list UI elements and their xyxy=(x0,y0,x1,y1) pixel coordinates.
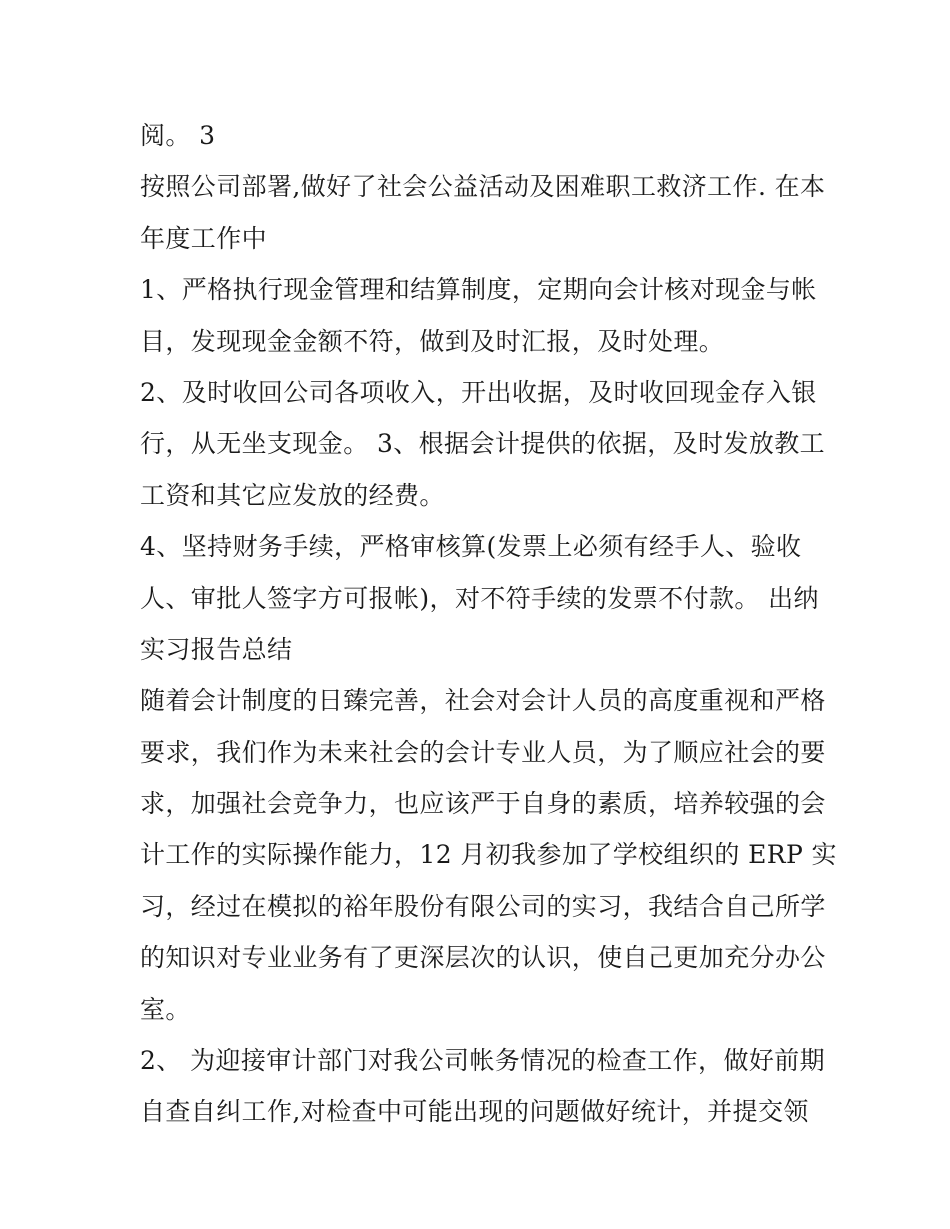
text-line: 的知识对专业业务有了更深层次的认识，使自己更加充分办公 xyxy=(140,943,826,973)
section-heading: 实习报告总结 xyxy=(140,634,293,664)
text-line: 自查自纠工作,对检查中可能出现的问题做好统计，并提交领 xyxy=(140,1097,809,1127)
text-line: 室。 xyxy=(140,994,191,1024)
text-line: 人、审批人签字方可报帐)，对不符手续的发票不付款。 出纳 xyxy=(140,583,819,613)
text-line: 2、 为迎接审计部门对我公司帐务情况的检查工作，做好前期 xyxy=(140,1046,826,1076)
text-line: 4、坚持财务手续，严格审核算(发票上必须有经手人、验收 xyxy=(140,532,802,562)
text-line: 年度工作中 xyxy=(140,223,268,253)
body-text xyxy=(140,110,837,1138)
text-line: 1、严格执行现金管理和结算制度，定期向会计核对现金与帐 xyxy=(140,275,817,305)
text-line: 计工作的实际操作能力，12 月初我参加了学校组织的 ERP 实 xyxy=(140,840,837,870)
text-line: 求，加强社会竞争力，也应该严于自身的素质，培养较强的会 xyxy=(140,789,826,819)
text-line: 行，从无坐支现金。 3、根据会计提供的依据，及时发放教工 xyxy=(140,429,826,459)
text-line: 要求，我们作为未来社会的会计专业人员，为了顺应社会的要 xyxy=(140,737,826,767)
text-line: 按照公司部署,做好了社会公益活动及困难职工救济工作. 在本 xyxy=(140,172,826,202)
text-line: 阅。 3 xyxy=(140,121,216,150)
text-line: 工资和其它应发放的经费。 xyxy=(140,480,445,510)
text-line: 目，发现现金金额不符，做到及时汇报，及时处理。 xyxy=(140,326,725,356)
text-line: 2、及时收回公司各项收入，开出收据，及时收回现金存入银 xyxy=(140,377,817,407)
text-line: 随着会计制度的日臻完善，社会对会计人员的高度重视和严格 xyxy=(140,686,826,716)
text-line: 习，经过在模拟的裕年股份有限公司的实习，我结合自己所学 xyxy=(140,891,826,921)
